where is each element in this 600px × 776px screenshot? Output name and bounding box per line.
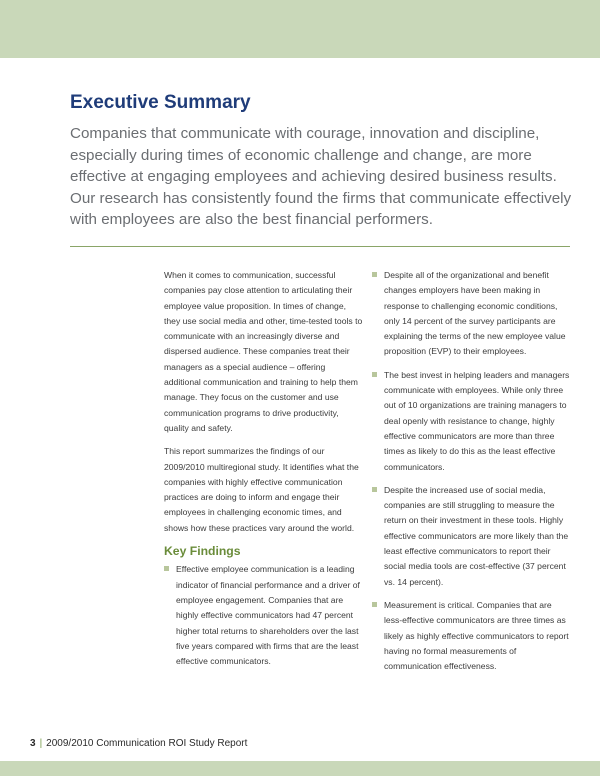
body-paragraph: This report summarizes the findings of our 2009/2010 multiregional study. It identifies what the companies with highly effective communication practices are doing to inform and engage their employees in challenging economic times, and shows how these practices vary around the world.	[164, 446, 359, 533]
finding-bullet	[372, 483, 572, 590]
body-paragraph: When it comes to communication, successful companies pay close attention to articulating their employee value proposition. In times of change, they use social media and other, time-tested tools to communicate with an increasingly diverse and dispersed audience. These companies treat their managers as a special audience – offering additional communication and training to help them manage. They focus on the customer and use communication programs to drive productivity, quality and safety.	[164, 270, 363, 433]
bottom-color-band	[0, 761, 600, 776]
finding-bullet	[164, 562, 364, 669]
section-divider	[70, 246, 570, 247]
page-footer	[30, 738, 247, 749]
finding-text: Measurement is critical. Companies that are less-effective communicators are three times as likely as highly effective communicators to report having no formal measurements of communication effectiveness.	[384, 599, 569, 672]
finding-bullet	[372, 598, 572, 674]
top-color-band	[0, 0, 600, 58]
footer-separator: |	[39, 738, 43, 749]
bullet-square-icon	[372, 602, 377, 607]
finding-bullet	[372, 368, 572, 475]
finding-bullet	[372, 268, 572, 360]
right-column	[372, 268, 572, 682]
page-number: 3	[30, 738, 36, 749]
left-column	[164, 268, 364, 677]
report-title: 2009/2010 Communication ROI Study Report	[46, 738, 248, 749]
bullet-square-icon	[372, 487, 377, 492]
key-findings-heading: Key Findings	[164, 544, 241, 559]
bullet-square-icon	[164, 566, 169, 571]
finding-text: Despite all of the organizational and benefit changes employers have been making in response to challenging economic conditions, only 14 percent of the survey participants are explaining the terms of the new employee value proposition (EVP) to their employees.	[384, 270, 566, 357]
intro-paragraph: Companies that communicate with courage, innovation and discipline, especially during times of economic challenge and change, are more effective at engaging employees and achieving desired business results. Our research has consistently found the firms that communicate effectively with employees are also the best financial performers.	[70, 125, 572, 228]
finding-text: The best invest in helping leaders and managers communicate with employees. While only three out of 10 organizations are training managers to deal openly with resistance to change, highly effective communicators are more than three times as likely to do this as the least effective communicators.	[384, 369, 570, 472]
bullet-square-icon	[372, 372, 377, 377]
bullet-square-icon	[372, 272, 377, 277]
page-title: Executive Summary	[70, 92, 251, 113]
finding-text: Despite the increased use of social media, companies are still struggling to measure the return on their investment in these tools. Highly effective communicators are more likely than the least effective communicators to report their social media tools are cost-effective (37 percent vs. 14 percent).	[384, 484, 569, 587]
finding-text: Effective employee communication is a leading indicator of financial performance and a driver of employee engagement. Companies that are highly effective communicators had 47 percent higher total returns to shareholders over the last five years compared with firms that are the least effective communicators.	[176, 564, 360, 667]
